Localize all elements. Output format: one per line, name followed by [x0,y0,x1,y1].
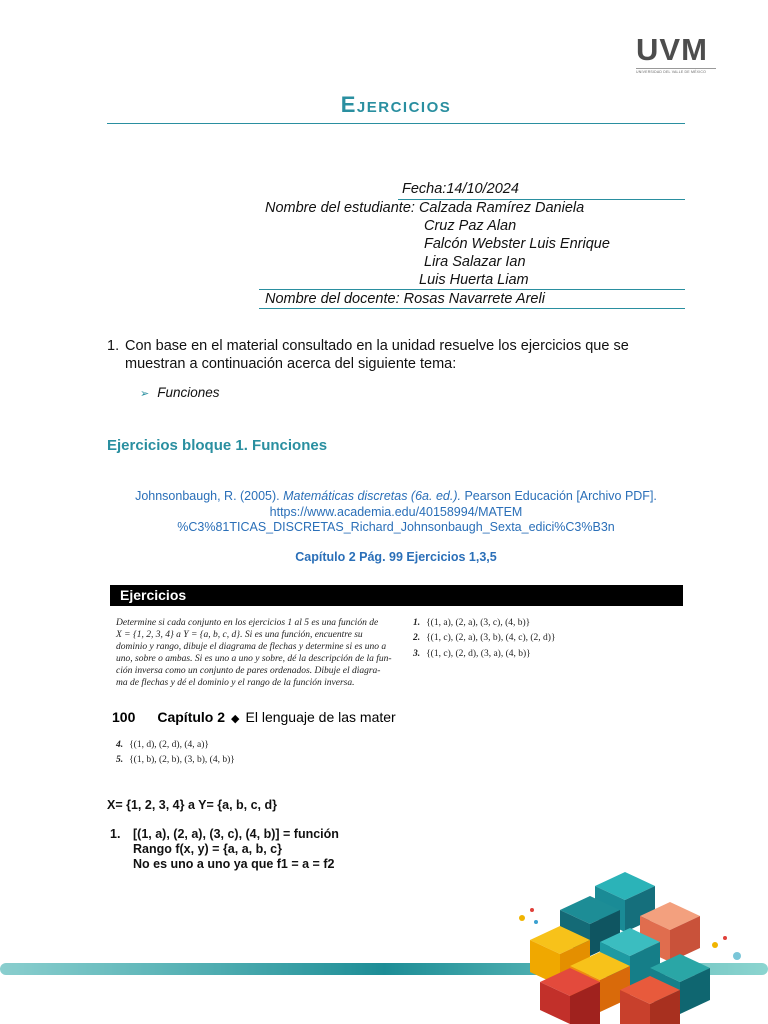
book-exercise [116,740,209,750]
exercise-set: {(1, a), (2, a), (3, c), (4, b)} [426,618,531,628]
student-name: Lira Salazar Ian [424,254,526,270]
exercise-number: 4. [116,740,124,750]
book-page-title: El lenguaje de las mater [245,709,396,725]
book-header-title: Ejercicios [120,587,187,603]
book-page-chapter: Capítulo 2 [157,709,226,725]
reference-citation [107,489,685,536]
instruction-text: Con base en el material consultado en la unidad resuelve los ejercicios que se muestran a continuación acerca del siguiente tema: [125,338,629,372]
book-exercise [116,755,235,765]
student-name: Luis Huerta Liam [419,272,529,288]
topic-label: Funciones [157,385,220,400]
answer-line: Rango f(x, y) = {a, a, b, c} [133,842,282,856]
exercise-set: {(1, c), (2, d), (3, a), (4, b)} [426,649,531,659]
reference-book-title: Matemáticas discretas (6a. ed.). [283,489,461,503]
reference-url-cont[interactable]: %C3%81TICAS_DISCRETAS_Richard_Johnsonbaugh_Sexta_edici%C3%B3n [177,520,615,534]
teacher-line: Nombre del docente: Rosas Navarrete Areli [265,291,545,307]
answer-number: 1. [110,827,121,841]
topic-bullet [140,385,220,400]
book-page-header [112,709,396,725]
exercise-number: 2. [413,633,421,643]
student-label-line: Nombre del estudiante: Calzada Ramírez Daniela [265,200,585,216]
book-exercise [413,633,556,643]
book-page-number: 100 [112,709,136,725]
book-instructions-line: Determine si cada conjunto en los ejercicios 1 al 5 es una función de [116,618,379,628]
page-title: Ejercicios [340,92,452,117]
instruction-item [107,337,687,373]
chapter-note: Capítulo 2 Pág. 99 Ejercicios 1,3,5 [295,550,497,564]
logo-brand: UVM [636,32,708,67]
book-instructions-line: ma de flechas y dé el dominio y el rango de la función inversa. [116,678,355,688]
exercise-number: 5. [116,755,124,765]
decorative-cubes-icon [500,870,768,1024]
book-instructions-line: ción inversa como un conjunto de pares ordenados. Dibuje el diagra- [116,666,381,676]
title-underline [107,123,685,124]
reference-url[interactable]: https://www.academia.edu/40158994/MATEM [269,504,523,519]
student-name: Cruz Paz Alan [424,218,517,234]
logo-divider [636,68,716,69]
exercise-set: {(1, c), (2, a), (3, b), (4, c), (2, d)} [426,633,556,643]
arrow-bullet-icon: ➢ [140,388,150,400]
book-instructions-line: uno, sobre o ambas. Si es uno a uno y sobre, dé la descripción de la fun- [116,654,392,664]
logo-tagline: UNIVERSIDAD DEL VALLE DE MÉXICO [636,70,706,74]
book-exercise [413,649,531,659]
exercise-number: 3. [413,649,421,659]
section-heading: Ejercicios bloque 1. Funciones [107,437,328,454]
book-instructions-line: X = {1, 2, 3, 4} a Y = {a, b, c, d}. Si es una función, encuentre su [116,630,363,640]
student-name: Falcón Webster Luis Enrique [424,236,610,252]
reference-author: Johnsonbaugh, R. (2005). [135,489,284,503]
book-instructions-line: dominio y rango, dibuje el diagrama de flechas y determine si es uno a [116,642,387,652]
exercise-set: {(1, b), (2, b), (3, b), (4, b)} [129,755,235,765]
exercise-number: 1. [413,618,421,628]
reference-publisher: Pearson Educación [Archivo PDF]. [460,489,657,503]
book-exercise [413,618,530,628]
exercise-set: {(1, d), (2, d), (4, a)} [129,740,209,750]
diamond-icon: ◆ [231,713,240,725]
students-rule [259,289,685,290]
sets-definition: X= {1, 2, 3, 4} a Y= {a, b, c, d} [107,798,278,812]
instruction-number: 1. [107,338,120,354]
date-line: Fecha:14/10/2024 [402,181,519,197]
book-header-bar [110,585,683,606]
answer-line: No es uno a uno ya que f1 = a = f2 [133,857,335,871]
teacher-rule [259,308,685,309]
answer-line: [(1, a), (2, a), (3, c), (4, b)] = función [133,827,339,841]
book-instructions [116,617,396,689]
uvm-logo [636,34,720,74]
